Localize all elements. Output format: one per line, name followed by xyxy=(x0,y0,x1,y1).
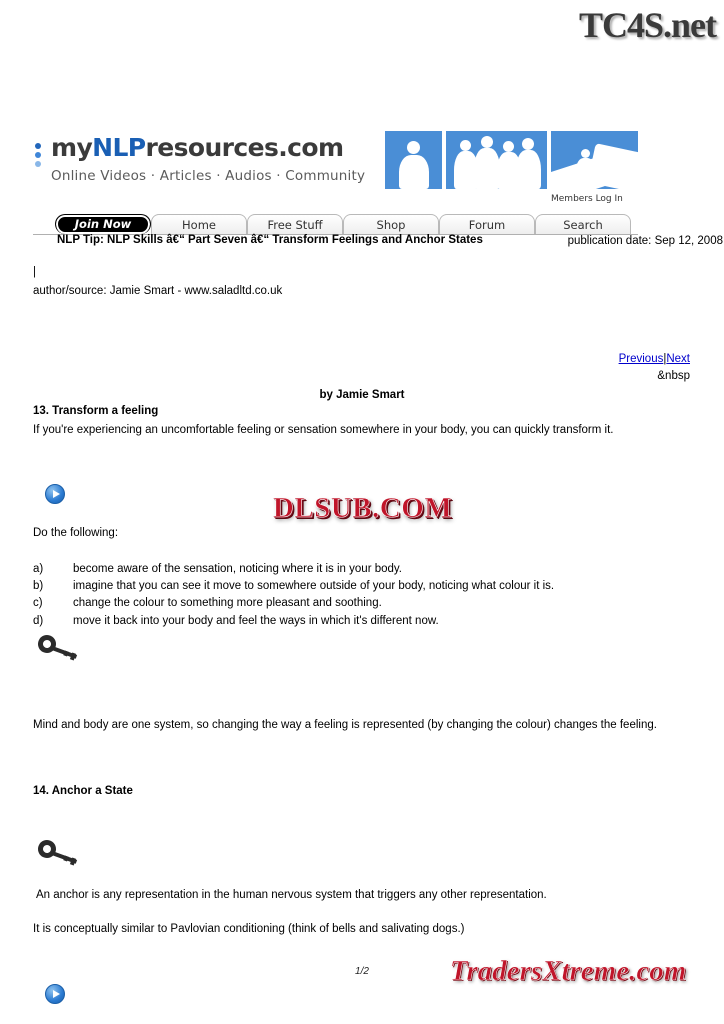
watermark-dlsub: DLSUB.COM xyxy=(272,492,453,524)
next-link[interactable]: Next xyxy=(666,353,690,365)
nbsp-text: &nbsp xyxy=(657,370,690,382)
author-source: author/source: Jamie Smart - www.saladltd.co.uk xyxy=(33,285,283,297)
section-14-heading: 14. Anchor a State xyxy=(33,785,133,797)
mind-body-paragraph: Mind and body are one system, so changing the way a feeling is represented (by changing the colour) changes the feeling. xyxy=(33,719,657,731)
logo-tagline: Online Videos · Articles · Audios · Community xyxy=(51,168,366,184)
header-photo-strip xyxy=(385,131,638,194)
page-number: 1/2 xyxy=(355,966,369,977)
pavlov-paragraph: It is conceptually similar to Pavlovian conditioning (think of bells and salivating dogs.) xyxy=(33,923,465,935)
logo-text-nlp: NLP xyxy=(92,133,146,162)
list-item xyxy=(33,561,683,578)
nav-tab-home[interactable]: Home xyxy=(151,214,247,235)
site-logo[interactable] xyxy=(33,131,378,197)
logo-text-my: my xyxy=(51,133,93,162)
logo-text xyxy=(51,133,343,162)
step-text: move it back into your body and feel the ways in which it's different now. xyxy=(73,614,439,627)
anchor-definition-paragraph: An anchor is any representation in the human nervous system that triggers any other representation. xyxy=(36,889,547,901)
logo-dots-icon xyxy=(35,143,47,169)
nav-tab-forum[interactable]: Forum xyxy=(439,214,535,235)
header-photo-2 xyxy=(446,131,547,189)
publication-date: publication date: Sep 12, 2008 xyxy=(567,235,723,247)
step-text: change the colour to something more pleasant and soothing. xyxy=(73,597,382,610)
header-photo-1 xyxy=(385,131,442,189)
article-byline: by Jamie Smart xyxy=(319,389,405,401)
previous-link[interactable]: Previous xyxy=(618,353,664,365)
members-login-label[interactable]: Members Log In xyxy=(551,194,623,204)
watermark-tc4s: TC4S.net xyxy=(578,5,716,45)
header-photo-3 xyxy=(551,131,638,189)
section-13-intro: If you're experiencing an uncomfortable feeling or sensation somewhere in your body, you can quickly transform it. xyxy=(33,424,614,436)
nav-tab-search[interactable]: Search xyxy=(535,214,631,235)
do-following-label: Do the following: xyxy=(33,527,119,539)
key-icon xyxy=(38,635,78,661)
play-icon[interactable] xyxy=(45,984,65,1004)
step-text: imagine that you can see it move to somewhere outside of your body, noticing what colour it is. xyxy=(73,580,555,593)
list-item xyxy=(33,595,683,612)
step-label: a) xyxy=(33,563,44,575)
play-icon[interactable] xyxy=(45,484,65,504)
pipe-separator: | xyxy=(33,266,36,278)
step-label: b) xyxy=(33,580,44,593)
nav-tab-free-stuff[interactable]: Free Stuff xyxy=(247,214,343,235)
nav-tab-join-now[interactable]: Join Now xyxy=(55,214,151,234)
watermark-tradersxtreme: TradersXtreme.com xyxy=(449,955,687,987)
logo-text-rest: resources.com xyxy=(145,133,344,162)
section-13-heading: 13. Transform a feeling xyxy=(33,405,159,417)
key-icon xyxy=(38,840,78,866)
pager-separator: | xyxy=(663,353,667,365)
article-pager xyxy=(560,353,690,365)
step-label: d) xyxy=(33,614,44,627)
article-title: NLP Tip: NLP Skills â€“ Part Seven â€“ Transform Feelings and Anchor States xyxy=(57,234,483,246)
step-label: c) xyxy=(33,597,43,610)
steps-list xyxy=(33,561,683,630)
list-item xyxy=(33,578,683,595)
nav-tab-shop[interactable]: Shop xyxy=(343,214,439,235)
list-item xyxy=(33,613,683,630)
step-text: become aware of the sensation, noticing where it is in your body. xyxy=(73,563,402,575)
